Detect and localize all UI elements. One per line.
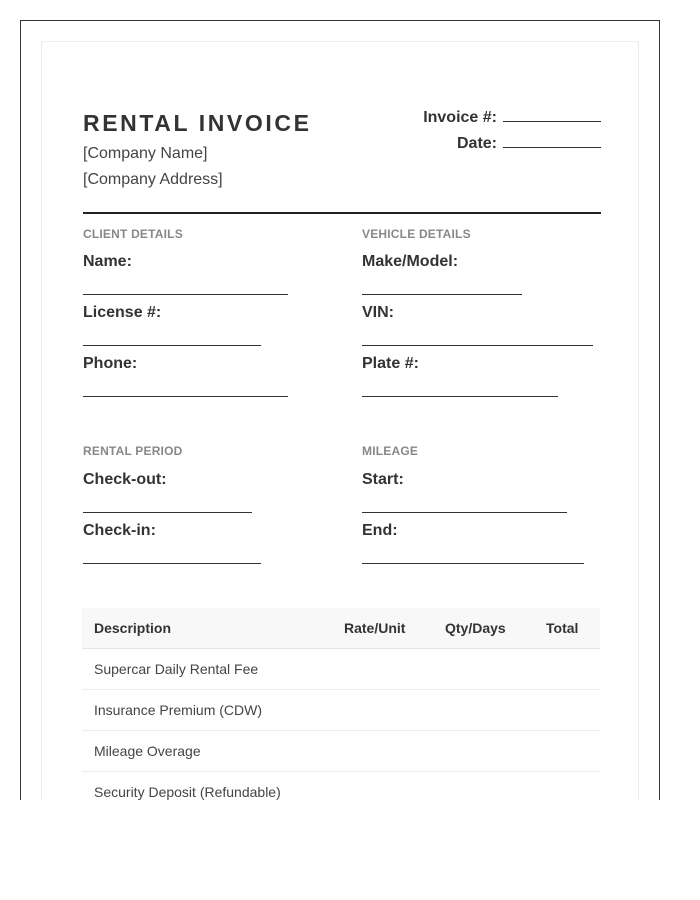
invoice-title: RENTAL INVOICE [83, 110, 312, 136]
mileage-end-line[interactable] [362, 563, 584, 564]
vehicle-make-model-label: Make/Model: [362, 253, 459, 270]
mileage-start-label: Start: [362, 471, 404, 488]
client-phone-line[interactable] [83, 396, 288, 397]
column-header-rate-unit: Rate/Unit [344, 620, 406, 636]
client-license-line[interactable] [83, 345, 261, 346]
check-out-label: Check-out: [83, 471, 167, 488]
check-in-label: Check-in: [83, 522, 156, 539]
document-frame [20, 20, 660, 800]
table-row [82, 772, 600, 800]
column-header-total: Total [546, 620, 579, 636]
row-description: Mileage Overage [94, 743, 201, 759]
check-in-line[interactable] [83, 563, 261, 564]
column-header-description: Description [94, 620, 172, 636]
line-items-table [82, 608, 600, 800]
client-license-label: License #: [83, 304, 162, 321]
vehicle-plate-label: Plate #: [362, 355, 419, 372]
invoice-date-label: Date: [456, 135, 497, 152]
rental-period-heading: RENTAL PERIOD [83, 444, 183, 458]
column-header-qty-days: Qty/Days [445, 620, 506, 636]
client-name-line[interactable] [83, 294, 288, 295]
company-name: [Company Name] [83, 145, 208, 162]
client-phone-label: Phone: [83, 355, 138, 372]
vehicle-make-model-line[interactable] [362, 294, 522, 295]
table-row [82, 731, 600, 772]
mileage-end-label: End: [362, 522, 398, 539]
invoice-number-label: Invoice #: [423, 109, 497, 126]
vehicle-plate-line[interactable] [362, 396, 558, 397]
vehicle-vin-label: VIN: [362, 304, 394, 321]
invoice-date-row [457, 133, 601, 153]
invoice-number-blank[interactable] [503, 107, 601, 122]
invoice-number-row [423, 107, 601, 127]
vehicle-vin-line[interactable] [362, 345, 593, 346]
client-details-heading: CLIENT DETAILS [83, 227, 183, 241]
row-description: Supercar Daily Rental Fee [94, 661, 259, 677]
mileage-start-line[interactable] [362, 512, 567, 513]
invoice-date-blank[interactable] [503, 133, 601, 148]
table-row [82, 690, 600, 731]
table-row [82, 649, 600, 690]
company-address: [Company Address] [83, 171, 223, 188]
vehicle-details-heading: VEHICLE DETAILS [362, 227, 471, 241]
check-out-line[interactable] [83, 512, 252, 513]
client-name-label: Name: [83, 253, 132, 270]
row-description: Insurance Premium (CDW) [94, 702, 263, 718]
invoice-header [83, 82, 601, 214]
table-header [82, 608, 600, 649]
mileage-heading: MILEAGE [362, 444, 419, 458]
row-description: Security Deposit (Refundable) [94, 784, 281, 800]
